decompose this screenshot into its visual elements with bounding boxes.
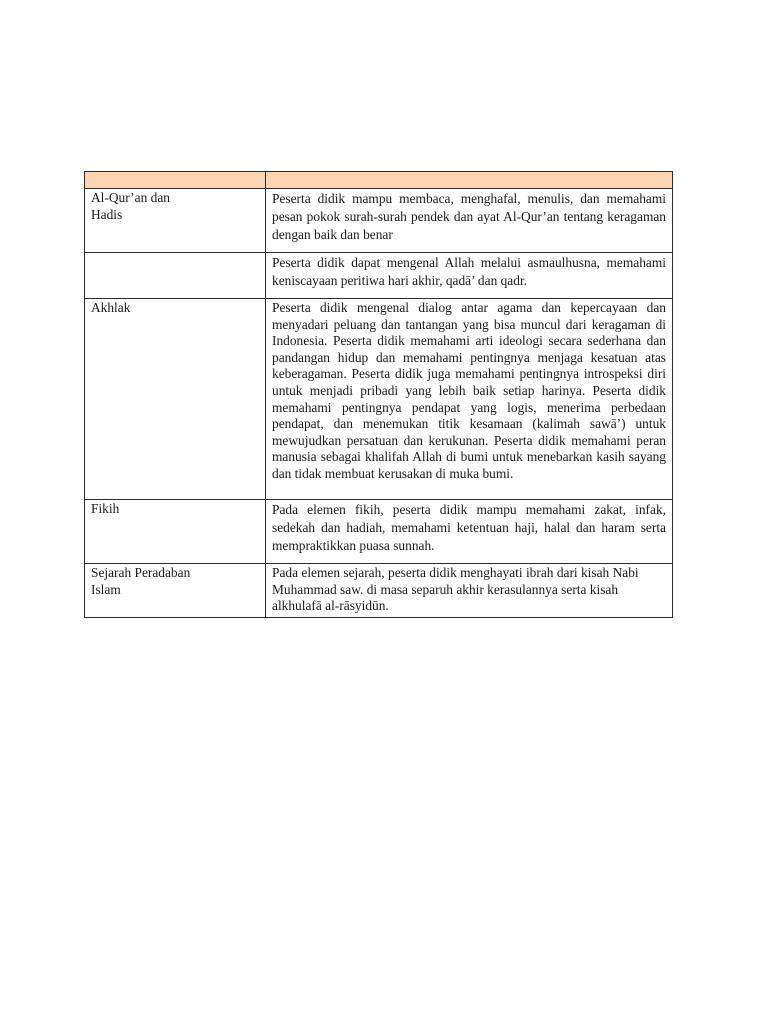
outcome-text: Pada elemen fikih, peserta didik mampu memahami zakat, infak, sedekah dan hadiah, memahami ketentuan haji, halal dan haram serta mempraktikkan puasa sunnah. (272, 502, 666, 553)
element-label: Al-Qur’an dan Hadis (91, 190, 170, 222)
element-cell (85, 253, 266, 299)
element-cell (85, 564, 266, 618)
table-row (85, 564, 673, 618)
element-label: Akhlak (91, 300, 131, 315)
element-label: Sejarah Peradaban Islam (91, 565, 191, 597)
table-row (85, 189, 673, 253)
element-label: Fikih (91, 501, 120, 516)
header-cell-element (85, 172, 266, 189)
element-cell (85, 299, 266, 500)
outcome-text: Peserta didik dapat mengenal Allah melalui asmaulhusna, memahami keniscayaan peritiwa hari akhir, qadā’ dan qadr. (272, 255, 666, 288)
outcome-cell (266, 500, 673, 564)
header-cell-outcome (266, 172, 673, 189)
table-row (85, 299, 673, 500)
outcome-cell (266, 299, 673, 500)
table-header-row (85, 172, 673, 189)
element-cell (85, 189, 266, 253)
table-row (85, 500, 673, 564)
outcome-cell (266, 253, 673, 299)
outcome-text: Peserta didik mengenal dialog antar agama dan kepercayaan dan menyadari peluang dan tantangan yang bisa muncul dari keragaman di Indonesia. Peserta didik memahami arti ideologi secara sederhana dan pandangan hidup dan memahami pentingnya menjaga kesatuan atas keberagaman. Peserta didik juga memahami pentingnya introspeksi diri untuk menjadi pribadi yang lebih baik setiap harinya. Peserta didik memahami pentingnya pendapat yang logis, menerima perbedaan pendapat, dan menemukan titik kesamaan (kalimah sawā’) untuk mewujudkan persatuan dan kerukunan. Peserta didik memahami peran manusia sebagai khalifah Allah di bumi untuk menebarkan kasih sayang dan tidak membuat kerusakan di muka bumi. (272, 300, 666, 481)
table-row (85, 253, 673, 299)
learning-outcomes-table (84, 171, 673, 618)
outcome-cell (266, 564, 673, 618)
outcome-text: Pada elemen sejarah, peserta didik menghayati ibrah dari kisah Nabi Muhammad saw. di masa separuh akhir kerasulannya serta kisah alkhulafā al-rāsyidūn. (272, 565, 639, 614)
outcome-text: Peserta didik mampu membaca, menghafal, menulis, dan memahami pesan pokok surah-surah pendek dan ayat Al-Qur’an tentang keragaman dengan baik dan benar (272, 191, 666, 242)
outcome-cell (266, 189, 673, 253)
element-cell (85, 500, 266, 564)
